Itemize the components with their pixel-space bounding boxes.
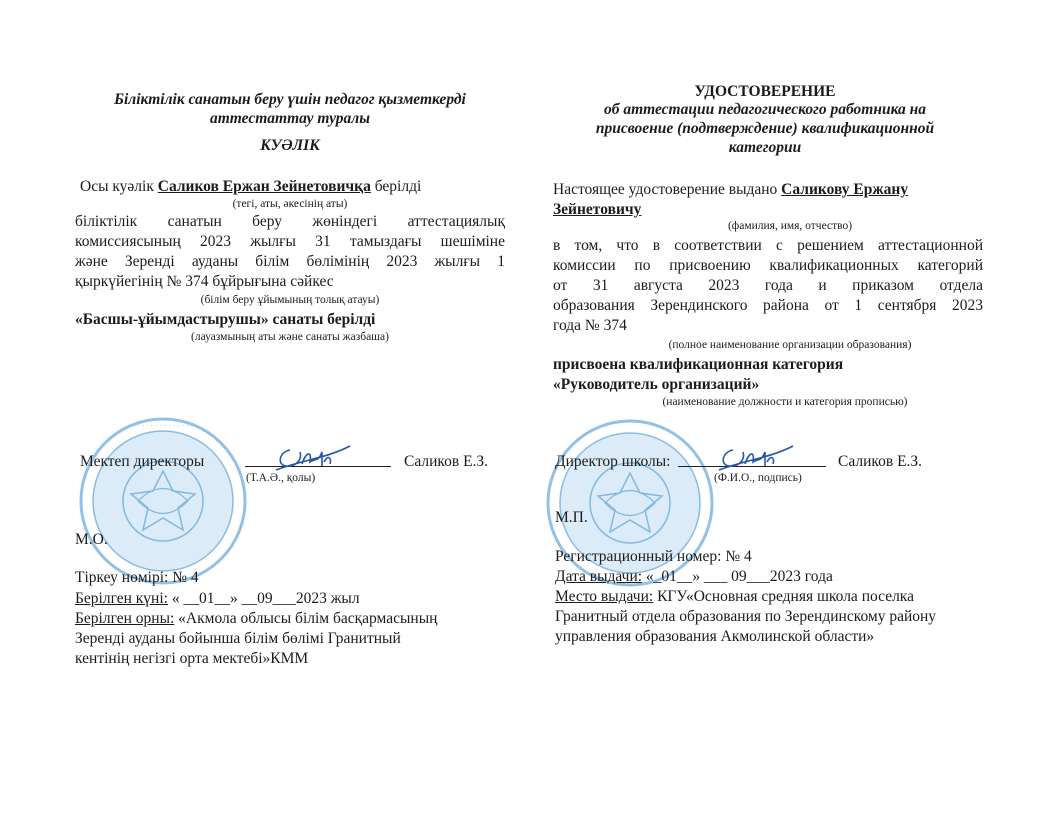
left-place-line-1: «Акмола облысы білім басқармасының	[178, 610, 438, 627]
left-date-label: Берілген күні:	[75, 590, 168, 607]
left-caption-signature: (Т.А.Ә., қолы)	[246, 472, 316, 484]
right-category-line1: присвоена квалификационная категория	[553, 356, 844, 373]
right-place-line-2: Гранитный отдела образования по Зерендинскому району	[555, 608, 937, 625]
right-caption-category: (наименование должности и категория прописью)	[662, 396, 908, 408]
left-reg-line	[75, 568, 199, 588]
right-caption-org: (полное наименование организации образования)	[668, 339, 912, 351]
right-reg-value: № 4	[725, 548, 752, 565]
left-stamp-seal-icon	[78, 416, 248, 586]
left-body-line-3: және Зеренді ауданы білім бөлімінің 2023 жылғы 1	[75, 253, 505, 270]
left-title-line1: Біліктілік санатын беру үшін педагог қызметкерді	[114, 91, 466, 108]
right-caption-name: (фамилия, имя, отчество)	[727, 220, 853, 232]
right-body-line-3: от 31 августа 2023 года и приказом отдела	[553, 277, 983, 294]
left-caption-name: (тегі, аты, әкесінің аты)	[232, 198, 348, 210]
right-issued-line	[553, 180, 908, 200]
left-issued-suffix: берілді	[374, 178, 422, 195]
left-date-value: « __01__» __09___2023 жыл	[171, 590, 360, 607]
right-place-label: Место выдачи:	[555, 588, 654, 605]
left-reg-label: Тіркеу нөмірі:	[75, 569, 169, 586]
right-body-line-1: в том, что в соответствии с решением аттестационной	[553, 237, 983, 254]
right-issued-name-line1: Саликову Ержану	[781, 181, 909, 198]
right-category-line2: «Руководитель организаций»	[553, 376, 760, 393]
left-body-line-2: комиссиясының 2023 жылғы 31 тамыздағы шешіміне	[75, 233, 505, 250]
right-heading: УДОСТОВЕРЕНИЕ	[694, 83, 836, 100]
right-director-name: Саликов Е.З.	[838, 453, 923, 470]
left-signature-icon	[272, 440, 352, 474]
right-seal-label: М.П.	[555, 509, 588, 526]
left-heading: КУӘЛІК	[260, 137, 320, 154]
right-issued-prefix: Настоящее удостоверение выдано	[553, 181, 778, 198]
right-date-label: Дата выдачи:	[555, 568, 643, 585]
left-reg-value: № 4	[172, 569, 199, 586]
left-place-line-3: кентінің негізгі орта мектебі»КММ	[75, 650, 309, 667]
right-title-line3: категории	[728, 139, 802, 156]
left-title-line2: аттестаттау туралы	[210, 110, 370, 127]
left-place-line-2: Зеренді ауданы бойынша білім бөлімі Гранитный	[75, 630, 401, 647]
right-body-line-4: образования Зерендинского района от 1 сентября 2023	[553, 297, 983, 314]
left-issued-line	[80, 177, 421, 197]
right-reg-line	[555, 547, 752, 567]
right-title-line2: присвоение (подтверждение) квалификационной	[595, 120, 935, 137]
right-place-line	[555, 587, 914, 607]
right-date-value: «_01__» ___ 09___2023 года	[645, 568, 833, 585]
right-reg-label: Регистрационный номер:	[555, 548, 722, 565]
left-date-line	[75, 589, 360, 609]
left-caption-category: (лауазмының аты және санаты жазбаша)	[191, 331, 389, 343]
left-issued-prefix: Осы куәлік	[80, 178, 154, 195]
left-issued-name: Саликов Ержан Зейнетовичқа	[157, 178, 371, 195]
svg-text:· · · · · · · · · · · · · ·: · · · · · · · · · · · · · ·	[132, 422, 194, 430]
left-body-line-1: біліктілік санатын беру жөніндегі аттестациялық	[75, 213, 505, 230]
right-place-line-3: управления образования Акмолинской области»	[555, 628, 875, 645]
right-body-line-2: комиссии по присвоению квалификационных категорий	[553, 257, 983, 274]
right-place-line-1: КГУ«Основная средняя школа поселка	[657, 588, 914, 605]
right-body	[553, 236, 983, 336]
left-caption-org: (білім беру ұйымының толық атауы)	[200, 294, 380, 306]
right-body-line-5: года № 374	[553, 317, 627, 334]
right-signature-icon	[715, 440, 795, 474]
left-seal-label: М.О.	[75, 531, 108, 548]
left-place-label: Берілген орны:	[75, 610, 175, 627]
right-title-line1: об аттестации педагогического работника на	[603, 101, 927, 118]
left-place-line	[75, 609, 437, 629]
left-director-label: Мектеп директоры	[80, 453, 205, 470]
left-body	[75, 212, 505, 292]
left-director-name: Саликов Е.З.	[404, 453, 489, 470]
right-date-line	[555, 567, 833, 587]
left-body-line-4: қыркүйегінің № 374 бұйрығына сәйкес	[75, 273, 334, 290]
right-director-label: Директор школы:	[555, 453, 671, 470]
right-issued-name-line2: Зейнетовичу	[553, 201, 642, 218]
right-caption-signature: (Ф.И.О., подпись)	[714, 472, 802, 484]
left-category: «Басшы-ұйымдастырушы» санаты берілді	[75, 311, 376, 328]
